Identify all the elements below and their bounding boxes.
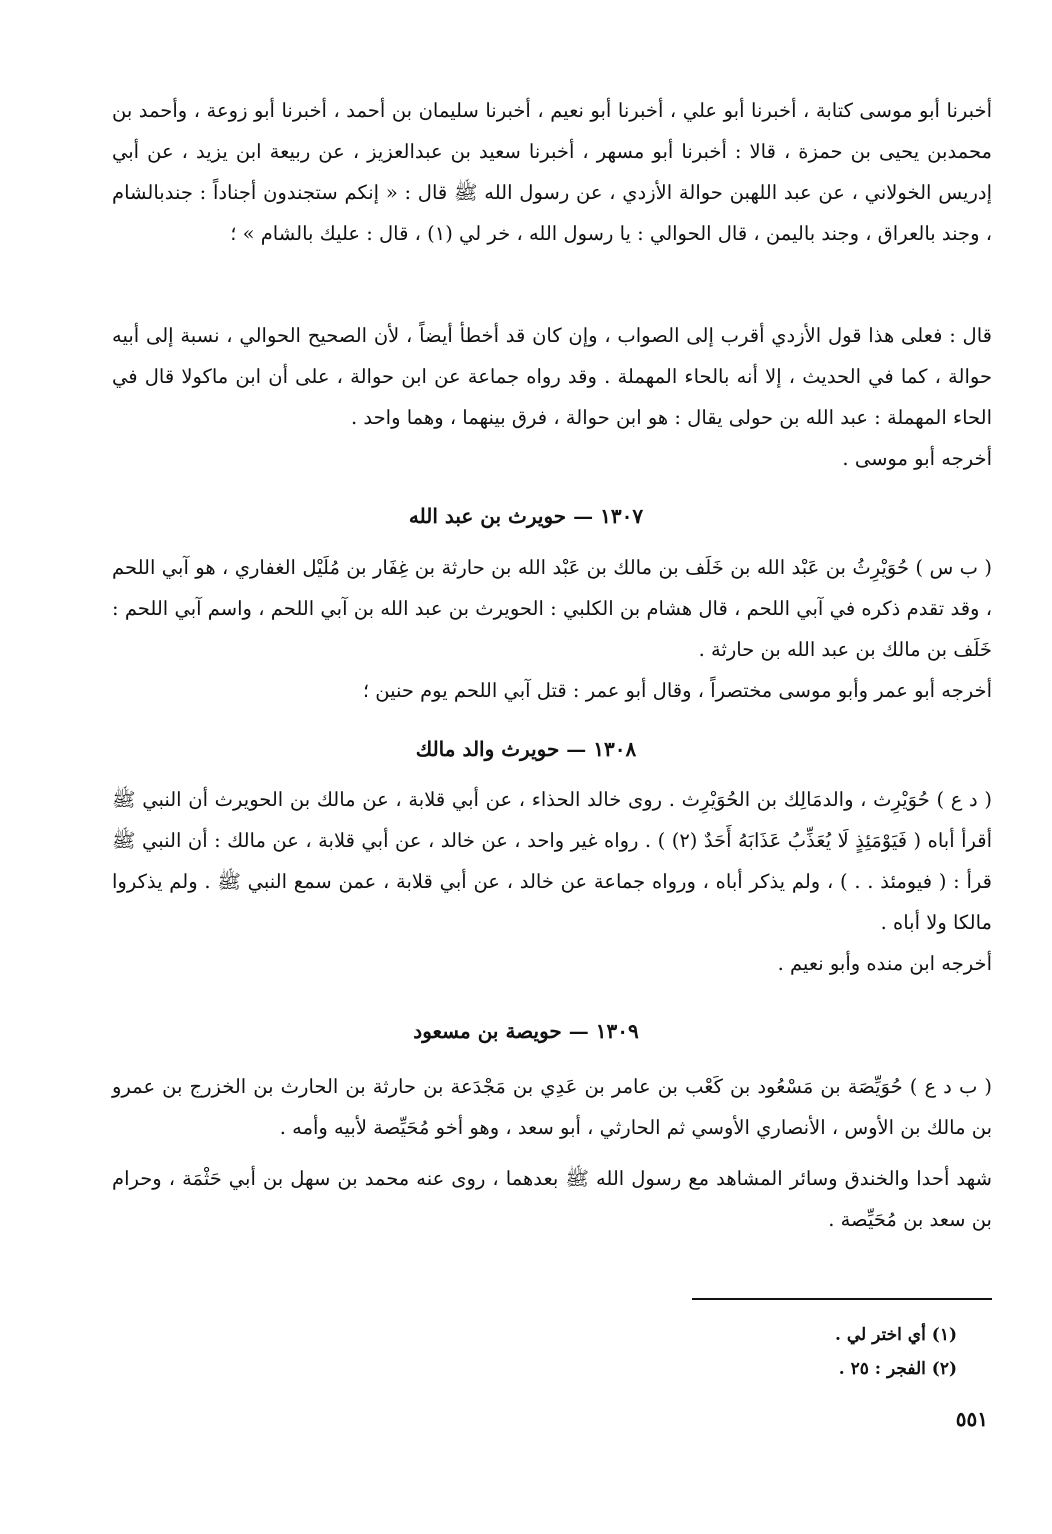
- entry-1307: [112, 547, 992, 711]
- entry-1309: [112, 1066, 992, 1240]
- footnotes: [557, 1318, 957, 1386]
- page-number: ٥٥١: [955, 1407, 988, 1431]
- entry-heading-1307: ١٣٠٧ — حويرث بن عبد الله: [408, 504, 644, 528]
- footnote-divider: [692, 1298, 992, 1300]
- entry-heading-1308: ١٣٠٨ — حويرث والد مالك: [415, 737, 637, 761]
- paragraph-entry-text: ( ب س ) حُوَيْرِثُ بن عَبْد الله بن خَلَف بن مالك بن عَبْد الله بن حارثة بن غِفَار بن مُلَيْل الغفاري ، هو آبي اللحم ، وقد تقدم ذكره في آبي اللحم ، قال هشام بن الكلبي : الحويرث بن عبد الله بن آبي اللحم ، واسم آبي اللحم : خَلَف بن مالك بن عبد الله بن حارثة .: [112, 556, 993, 661]
- entry-1306-tail: [112, 90, 992, 254]
- commentary-block: [112, 315, 992, 479]
- footnote-1: (١) أي اختر لي .: [835, 1325, 957, 1345]
- paragraph-source-note: أخرجه أبو موسى .: [842, 447, 992, 470]
- paragraph-commentary: قال : فعلى هذا قول الأزدي أقرب إلى الصواب ، وإن كان قد أخطأ أيضاً ، لأن الصحيح الحوالي ، نسبة إلى أبيه حوالة ، كما في الحديث ، إلا أنه بالحاء المهملة . وقد رواه جماعة عن ابن حوالة ، على أن ابن ماكولا قال في الحاء المهملة : عبد الله بن حولى يقال : هو ابن حوالة ، فرق بينهما ، وهما واحد .: [112, 324, 992, 429]
- paragraph-entry-text: ( ب د ع ) حُوَيِّصَة بن مَسْعُود بن كَعْب بن عامر بن عَدِي بن مَجْدَعة بن حارثة بن الحارث بن الخزرج بن عمرو بن مالك بن الأوس ، الأنصاري الأوسي ثم الحارثي ، أبو سعد ، وهو أخو مُحَيِّصة لأبيه وأمه .: [112, 1075, 992, 1139]
- entry-1308: [112, 779, 992, 984]
- paragraph-source-note: أخرجه أبو عمر وأبو موسى مختصراً ، وقال أبو عمر : قتل آبي اللحم يوم حنين ؛: [362, 679, 992, 702]
- paragraph-biography: شهد أحدا والخندق وسائر المشاهد مع رسول الله ﷺ بعدهما ، روى عنه محمد بن سهل بن أبي حَثْمَة ، وحرام بن سعد بن مُحَيِّصة .: [112, 1167, 992, 1231]
- paragraph-hadith-chain: أخبرنا أبو موسى كتابة ، أخبرنا أبو علي ، أخبرنا أبو نعيم ، أخبرنا سليمان بن أحمد ، أخبرنا أبو زوعة ، وأحمد بن محمدبن يحيى بن حمزة ، قالا : أخبرنا أبو مسهر ، أخبرنا سعيد بن عبدالعزيز ، عن ربيعة ابن يزيد ، عن أبي إدريس الخولاني ، عن عبد اللهبن حوالة الأزدي ، عن رسول الله ﷺ قال : « إنكم ستجندون أجناداً : جندبالشام ، وجند بالعراق ، وجند باليمن ، قال الحوالي : يا رسول الله ، خر لي (١) ، قال : عليك بالشام » ؛: [112, 99, 992, 245]
- paragraph-entry-text: ( د ع ) حُوَيْرِث ، والدمَالِك بن الحُوَيْرِث . روى خالد الحذاء ، عن أبي قلابة ، عن مالك بن الحويرث أن النبي ﷺ أقرأ أباه ( فَيَوْمَئِذٍ لَا يُعَذِّبُ عَذَابَهُ أَحَدٌ (٢) ) . رواه غير واحد ، عن خالد ، عن أبي قلابة ، عن مالك : أن النبي ﷺ قرأ : ( فيومئذ . . ) ، ولم يذكر أباه ، ورواه جماعة عن خالد ، عن أبي قلابة ، عمن سمع النبي ﷺ . ولم يذكروا مالكا ولا أباه .: [112, 788, 992, 934]
- footnote-2: (٢) الفجر : ٢٥ .: [838, 1359, 957, 1379]
- paragraph-source-note: أخرجه ابن منده وأبو نعيم .: [777, 952, 992, 975]
- entry-heading-1309: ١٣٠٩ — حويصة بن مسعود: [413, 1019, 639, 1043]
